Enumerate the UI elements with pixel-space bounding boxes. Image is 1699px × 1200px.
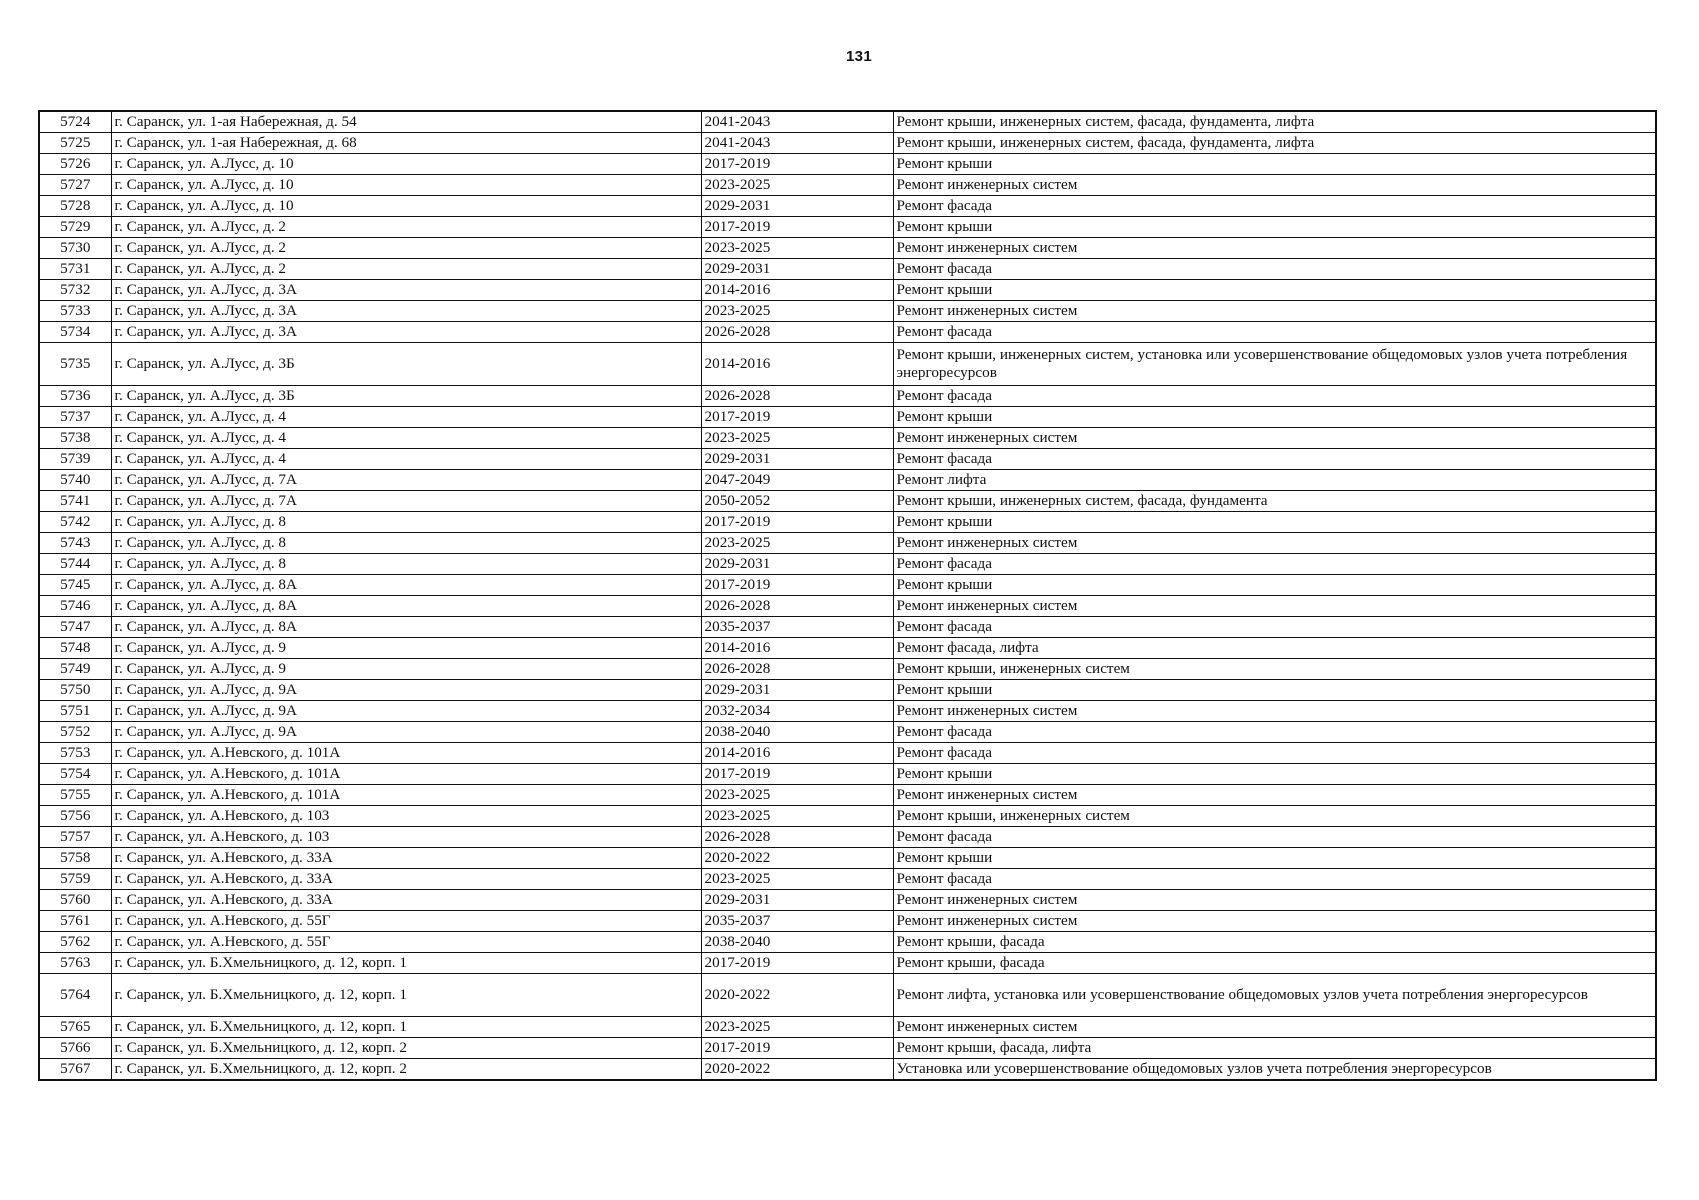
table-row (39, 575, 1656, 596)
period-cell: 2023-2025 (701, 785, 893, 806)
table-row (39, 806, 1656, 827)
address-cell: г. Саранск, ул. А.Лусс, д. 3А (111, 301, 701, 322)
row-number-cell: 5742 (39, 512, 111, 533)
address-cell: г. Саранск, ул. А.Лусс, д. 7А (111, 470, 701, 491)
address-cell: г. Саранск, ул. А.Лусс, д. 8 (111, 512, 701, 533)
row-number-cell: 5765 (39, 1017, 111, 1038)
work-type-cell: Ремонт фасада (893, 196, 1656, 217)
work-type-cell: Ремонт фасада, лифта (893, 638, 1656, 659)
work-type-cell: Ремонт крыши, фасада, лифта (893, 1038, 1656, 1059)
period-cell: 2026-2028 (701, 659, 893, 680)
period-cell: 2017-2019 (701, 1038, 893, 1059)
table-row (39, 1038, 1656, 1059)
row-number-cell: 5760 (39, 890, 111, 911)
work-type-cell: Ремонт крыши, фасада (893, 932, 1656, 953)
table-row (39, 785, 1656, 806)
row-number-cell: 5746 (39, 596, 111, 617)
row-number-cell: 5753 (39, 743, 111, 764)
work-type-cell: Ремонт фасада (893, 554, 1656, 575)
work-type-cell: Ремонт крыши, инженерных систем (893, 659, 1656, 680)
period-cell: 2014-2016 (701, 743, 893, 764)
work-type-cell: Ремонт крыши (893, 512, 1656, 533)
row-number-cell: 5739 (39, 449, 111, 470)
table-row (39, 659, 1656, 680)
row-number-cell: 5755 (39, 785, 111, 806)
table-row (39, 428, 1656, 449)
address-cell: г. Саранск, ул. А.Лусс, д. 3А (111, 280, 701, 301)
period-cell: 2023-2025 (701, 301, 893, 322)
period-cell: 2047-2049 (701, 470, 893, 491)
row-number-cell: 5741 (39, 491, 111, 512)
address-cell: г. Саранск, ул. Б.Хмельницкого, д. 12, корп. 2 (111, 1038, 701, 1059)
table-row (39, 743, 1656, 764)
table-row (39, 911, 1656, 932)
row-number-cell: 5764 (39, 974, 111, 1017)
page-number: 131 (846, 48, 872, 65)
work-type-cell: Ремонт крыши (893, 280, 1656, 301)
period-cell: 2020-2022 (701, 848, 893, 869)
row-number-cell: 5763 (39, 953, 111, 974)
table-row (39, 722, 1656, 743)
work-type-cell: Ремонт фасада (893, 827, 1656, 848)
address-cell: г. Саранск, ул. А.Лусс, д. 3Б (111, 386, 701, 407)
table-row (39, 932, 1656, 953)
row-number-cell: 5749 (39, 659, 111, 680)
table-row (39, 196, 1656, 217)
row-number-cell: 5754 (39, 764, 111, 785)
work-type-cell: Ремонт фасада (893, 386, 1656, 407)
table-row (39, 764, 1656, 785)
work-type-cell: Ремонт лифта (893, 470, 1656, 491)
row-number-cell: 5738 (39, 428, 111, 449)
work-type-cell: Ремонт инженерных систем (893, 533, 1656, 554)
table-row (39, 890, 1656, 911)
period-cell: 2017-2019 (701, 407, 893, 428)
table-row (39, 869, 1656, 890)
address-cell: г. Саранск, ул. Б.Хмельницкого, д. 12, корп. 1 (111, 974, 701, 1017)
row-number-cell: 5751 (39, 701, 111, 722)
period-cell: 2023-2025 (701, 869, 893, 890)
period-cell: 2017-2019 (701, 764, 893, 785)
address-cell: г. Саранск, ул. А.Лусс, д. 9А (111, 680, 701, 701)
work-type-cell: Ремонт фасада (893, 722, 1656, 743)
row-number-cell: 5727 (39, 175, 111, 196)
row-number-cell: 5761 (39, 911, 111, 932)
work-type-cell: Ремонт инженерных систем (893, 596, 1656, 617)
work-type-cell: Ремонт крыши, инженерных систем, установка или усовершенствование общедомовых узлов учета потребления энергоресурсов (893, 343, 1656, 386)
table-row (39, 848, 1656, 869)
table-row (39, 491, 1656, 512)
period-cell: 2035-2037 (701, 617, 893, 638)
work-type-cell: Ремонт крыши (893, 764, 1656, 785)
capital-repair-table (38, 110, 1657, 1081)
row-number-cell: 5724 (39, 111, 111, 133)
table-row (39, 680, 1656, 701)
address-cell: г. Саранск, ул. Б.Хмельницкого, д. 12, корп. 1 (111, 953, 701, 974)
period-cell: 2029-2031 (701, 259, 893, 280)
row-number-cell: 5743 (39, 533, 111, 554)
work-type-cell: Ремонт инженерных систем (893, 175, 1656, 196)
address-cell: г. Саранск, ул. А.Лусс, д. 8 (111, 554, 701, 575)
address-cell: г. Саранск, ул. А.Невского, д. 55Г (111, 911, 701, 932)
address-cell: г. Саранск, ул. А.Лусс, д. 8А (111, 575, 701, 596)
period-cell: 2038-2040 (701, 722, 893, 743)
row-number-cell: 5759 (39, 869, 111, 890)
table-row (39, 343, 1656, 386)
table-row (39, 280, 1656, 301)
work-type-cell: Ремонт крыши, инженерных систем (893, 806, 1656, 827)
address-cell: г. Саранск, ул. А.Лусс, д. 8 (111, 533, 701, 554)
table-row (39, 638, 1656, 659)
row-number-cell: 5748 (39, 638, 111, 659)
row-number-cell: 5731 (39, 259, 111, 280)
row-number-cell: 5733 (39, 301, 111, 322)
row-number-cell: 5728 (39, 196, 111, 217)
period-cell: 2014-2016 (701, 638, 893, 659)
address-cell: г. Саранск, ул. А.Лусс, д. 2 (111, 238, 701, 259)
row-number-cell: 5736 (39, 386, 111, 407)
address-cell: г. Саранск, ул. А.Невского, д. 101А (111, 764, 701, 785)
period-cell: 2014-2016 (701, 280, 893, 301)
address-cell: г. Саранск, ул. А.Лусс, д. 2 (111, 259, 701, 280)
address-cell: г. Саранск, ул. А.Лусс, д. 7А (111, 491, 701, 512)
work-type-cell: Ремонт инженерных систем (893, 890, 1656, 911)
row-number-cell: 5725 (39, 133, 111, 154)
period-cell: 2029-2031 (701, 890, 893, 911)
table-row (39, 953, 1656, 974)
period-cell: 2050-2052 (701, 491, 893, 512)
work-type-cell: Ремонт крыши (893, 575, 1656, 596)
row-number-cell: 5732 (39, 280, 111, 301)
address-cell: г. Саранск, ул. А.Лусс, д. 2 (111, 217, 701, 238)
row-number-cell: 5729 (39, 217, 111, 238)
work-type-cell: Ремонт фасада (893, 322, 1656, 343)
table-row (39, 175, 1656, 196)
period-cell: 2023-2025 (701, 175, 893, 196)
table-row (39, 974, 1656, 1017)
work-type-cell: Ремонт инженерных систем (893, 238, 1656, 259)
row-number-cell: 5756 (39, 806, 111, 827)
period-cell: 2026-2028 (701, 596, 893, 617)
work-type-cell: Ремонт крыши (893, 848, 1656, 869)
address-cell: г. Саранск, ул. А.Лусс, д. 9 (111, 659, 701, 680)
period-cell: 2017-2019 (701, 953, 893, 974)
table-row (39, 1059, 1656, 1081)
address-cell: г. Саранск, ул. А.Лусс, д. 8А (111, 596, 701, 617)
address-cell: г. Саранск, ул. А.Невского, д. 101А (111, 743, 701, 764)
work-type-cell: Ремонт крыши, фасада (893, 953, 1656, 974)
period-cell: 2029-2031 (701, 554, 893, 575)
period-cell: 2017-2019 (701, 512, 893, 533)
work-type-cell: Ремонт инженерных систем (893, 1017, 1656, 1038)
row-number-cell: 5726 (39, 154, 111, 175)
table-row (39, 617, 1656, 638)
table-row (39, 238, 1656, 259)
work-type-cell: Ремонт фасада (893, 617, 1656, 638)
address-cell: г. Саранск, ул. А.Лусс, д. 9 (111, 638, 701, 659)
work-type-cell: Ремонт крыши, инженерных систем, фасада, фундамента (893, 491, 1656, 512)
period-cell: 2023-2025 (701, 428, 893, 449)
work-type-cell: Ремонт фасада (893, 449, 1656, 470)
row-number-cell: 5730 (39, 238, 111, 259)
address-cell: г. Саранск, ул. Б.Хмельницкого, д. 12, корп. 2 (111, 1059, 701, 1081)
period-cell: 2023-2025 (701, 1017, 893, 1038)
period-cell: 2020-2022 (701, 974, 893, 1017)
period-cell: 2029-2031 (701, 196, 893, 217)
table-row (39, 154, 1656, 175)
row-number-cell: 5745 (39, 575, 111, 596)
period-cell: 2026-2028 (701, 322, 893, 343)
address-cell: г. Саранск, ул. А.Невского, д. 33А (111, 869, 701, 890)
work-type-cell: Ремонт фасада (893, 259, 1656, 280)
work-type-cell: Ремонт инженерных систем (893, 701, 1656, 722)
period-cell: 2035-2037 (701, 911, 893, 932)
address-cell: г. Саранск, ул. А.Лусс, д. 9А (111, 701, 701, 722)
work-type-cell: Ремонт крыши (893, 154, 1656, 175)
work-type-cell: Ремонт лифта, установка или усовершенствование общедомовых узлов учета потребления энергоресурсов (893, 974, 1656, 1017)
address-cell: г. Саранск, ул. А.Невского, д. 55Г (111, 932, 701, 953)
table-row (39, 533, 1656, 554)
period-cell: 2023-2025 (701, 806, 893, 827)
row-number-cell: 5767 (39, 1059, 111, 1081)
work-type-cell: Ремонт инженерных систем (893, 428, 1656, 449)
table-row (39, 827, 1656, 848)
address-cell: г. Саранск, ул. А.Лусс, д. 8А (111, 617, 701, 638)
table-row (39, 596, 1656, 617)
table-row (39, 554, 1656, 575)
work-type-cell: Ремонт инженерных систем (893, 785, 1656, 806)
address-cell: г. Саранск, ул. А.Невского, д. 33А (111, 848, 701, 869)
address-cell: г. Саранск, ул. А.Лусс, д. 10 (111, 175, 701, 196)
table-row (39, 322, 1656, 343)
work-type-cell: Ремонт крыши (893, 217, 1656, 238)
work-type-cell: Ремонт фасада (893, 869, 1656, 890)
row-number-cell: 5757 (39, 827, 111, 848)
address-cell: г. Саранск, ул. А.Лусс, д. 3Б (111, 343, 701, 386)
period-cell: 2029-2031 (701, 449, 893, 470)
work-type-cell: Ремонт крыши, инженерных систем, фасада, фундамента, лифта (893, 133, 1656, 154)
period-cell: 2017-2019 (701, 154, 893, 175)
address-cell: г. Саранск, ул. 1-ая Набережная, д. 68 (111, 133, 701, 154)
row-number-cell: 5737 (39, 407, 111, 428)
row-number-cell: 5750 (39, 680, 111, 701)
address-cell: г. Саранск, ул. А.Лусс, д. 3А (111, 322, 701, 343)
table-row (39, 111, 1656, 133)
table-row (39, 217, 1656, 238)
work-type-cell: Ремонт фасада (893, 743, 1656, 764)
row-number-cell: 5766 (39, 1038, 111, 1059)
period-cell: 2014-2016 (701, 343, 893, 386)
period-cell: 2041-2043 (701, 111, 893, 133)
address-cell: г. Саранск, ул. Б.Хмельницкого, д. 12, корп. 1 (111, 1017, 701, 1038)
table-row (39, 386, 1656, 407)
address-cell: г. Саранск, ул. А.Лусс, д. 9А (111, 722, 701, 743)
row-number-cell: 5758 (39, 848, 111, 869)
address-cell: г. Саранск, ул. А.Невского, д. 103 (111, 806, 701, 827)
address-cell: г. Саранск, ул. А.Невского, д. 101А (111, 785, 701, 806)
work-type-cell: Ремонт крыши (893, 680, 1656, 701)
work-type-cell: Установка или усовершенствование общедомовых узлов учета потребления энергоресурсов (893, 1059, 1656, 1081)
row-number-cell: 5735 (39, 343, 111, 386)
work-type-cell: Ремонт крыши (893, 407, 1656, 428)
address-cell: г. Саранск, ул. А.Невского, д. 103 (111, 827, 701, 848)
period-cell: 2020-2022 (701, 1059, 893, 1081)
table-row (39, 512, 1656, 533)
period-cell: 2032-2034 (701, 701, 893, 722)
table-row (39, 470, 1656, 491)
period-cell: 2029-2031 (701, 680, 893, 701)
table-row (39, 301, 1656, 322)
work-type-cell: Ремонт инженерных систем (893, 301, 1656, 322)
work-type-cell: Ремонт крыши, инженерных систем, фасада, фундамента, лифта (893, 111, 1656, 133)
period-cell: 2041-2043 (701, 133, 893, 154)
table-row (39, 449, 1656, 470)
work-type-cell: Ремонт инженерных систем (893, 911, 1656, 932)
period-cell: 2023-2025 (701, 238, 893, 259)
period-cell: 2017-2019 (701, 217, 893, 238)
address-cell: г. Саранск, ул. А.Лусс, д. 10 (111, 196, 701, 217)
table-body (39, 111, 1656, 1080)
row-number-cell: 5747 (39, 617, 111, 638)
address-cell: г. Саранск, ул. А.Лусс, д. 10 (111, 154, 701, 175)
table-row (39, 701, 1656, 722)
address-cell: г. Саранск, ул. А.Лусс, д. 4 (111, 428, 701, 449)
address-cell: г. Саранск, ул. А.Невского, д. 33А (111, 890, 701, 911)
period-cell: 2017-2019 (701, 575, 893, 596)
table-row (39, 259, 1656, 280)
address-cell: г. Саранск, ул. А.Лусс, д. 4 (111, 407, 701, 428)
row-number-cell: 5744 (39, 554, 111, 575)
address-cell: г. Саранск, ул. А.Лусс, д. 4 (111, 449, 701, 470)
row-number-cell: 5762 (39, 932, 111, 953)
row-number-cell: 5734 (39, 322, 111, 343)
row-number-cell: 5752 (39, 722, 111, 743)
table-row (39, 407, 1656, 428)
period-cell: 2026-2028 (701, 827, 893, 848)
period-cell: 2023-2025 (701, 533, 893, 554)
table-row (39, 133, 1656, 154)
address-cell: г. Саранск, ул. 1-ая Набережная, д. 54 (111, 111, 701, 133)
period-cell: 2026-2028 (701, 386, 893, 407)
table-row (39, 1017, 1656, 1038)
row-number-cell: 5740 (39, 470, 111, 491)
period-cell: 2038-2040 (701, 932, 893, 953)
